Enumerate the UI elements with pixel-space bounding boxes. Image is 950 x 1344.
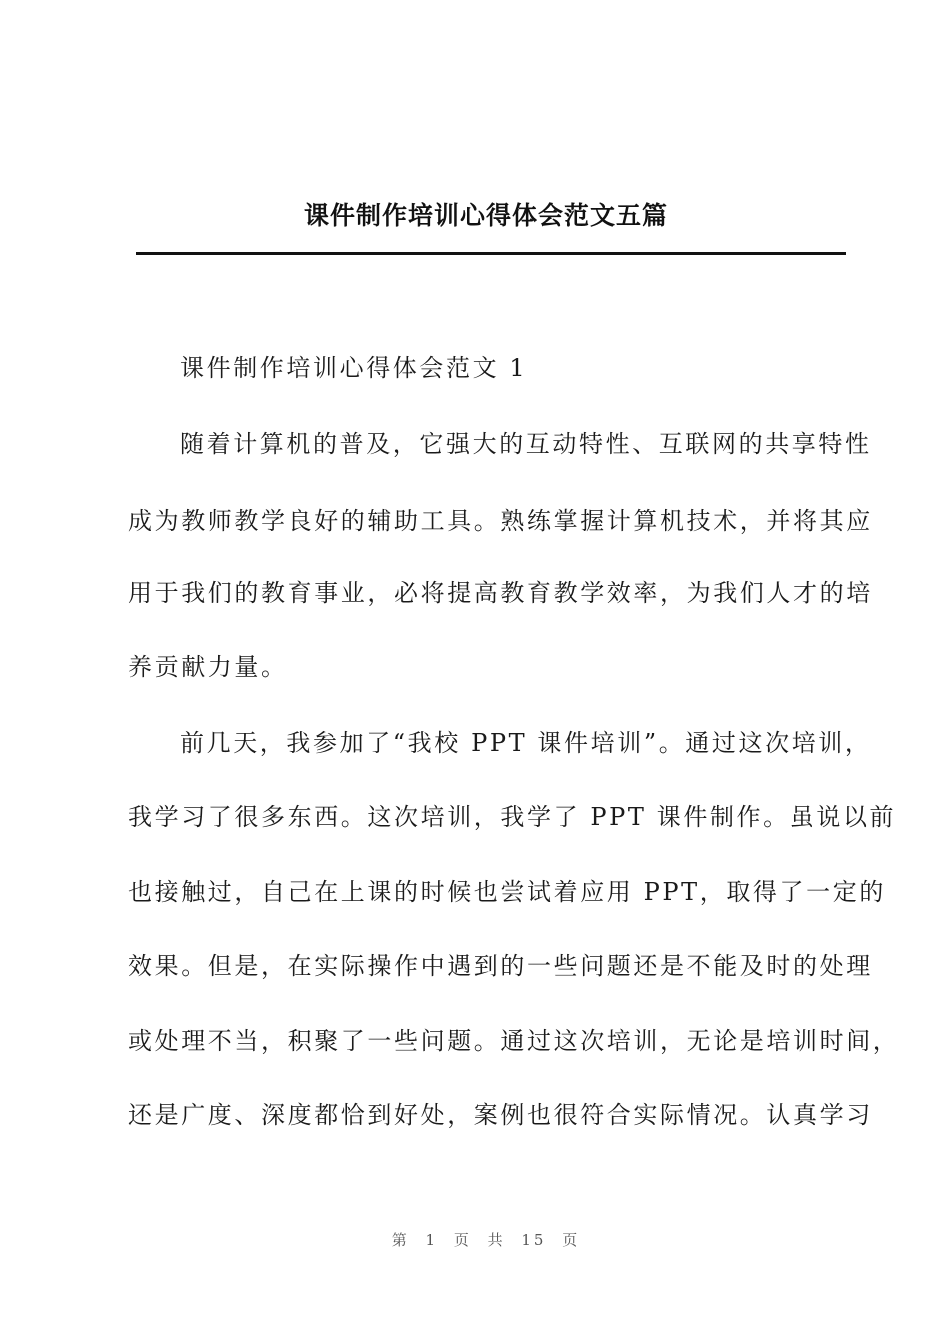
- paragraph-line: 成为教师教学良好的辅助工具。熟练掌握计算机技术，并将其应: [128, 507, 873, 535]
- paragraph-line: 我学习了很多东西。这次培训，我学了 PPT 课件制作。虽说以前: [128, 803, 897, 831]
- section-heading: 课件制作培训心得体会范文 1: [180, 354, 528, 382]
- paragraph-line: 也接触过，自己在上课的时候也尝试着应用 PPT，取得了一定的: [128, 878, 886, 906]
- paragraph-line: 用于我们的教育事业，必将提高教育教学效率，为我们人才的培: [128, 579, 873, 607]
- page-number-footer: 第 1 页 共 15 页: [391, 1231, 581, 1249]
- paragraph-line: 养贡献力量。: [128, 653, 288, 681]
- paragraph-line: 或处理不当，积聚了一些问题。通过这次培训，无论是培训时间，: [128, 1027, 900, 1055]
- paragraph-line: 前几天，我参加了“我校 PPT 课件培训”。通过这次培训，: [180, 729, 872, 757]
- paragraph-line: 随着计算机的普及，它强大的互动特性、互联网的共享特性: [180, 430, 872, 458]
- title-underline: [136, 252, 846, 255]
- document-title: 课件制作培训心得体会范文五篇: [303, 201, 668, 230]
- paragraph-line: 还是广度、深度都恰到好处，案例也很符合实际情况。认真学习: [128, 1101, 873, 1129]
- paragraph-line: 效果。但是，在实际操作中遇到的一些问题还是不能及时的处理: [128, 952, 873, 980]
